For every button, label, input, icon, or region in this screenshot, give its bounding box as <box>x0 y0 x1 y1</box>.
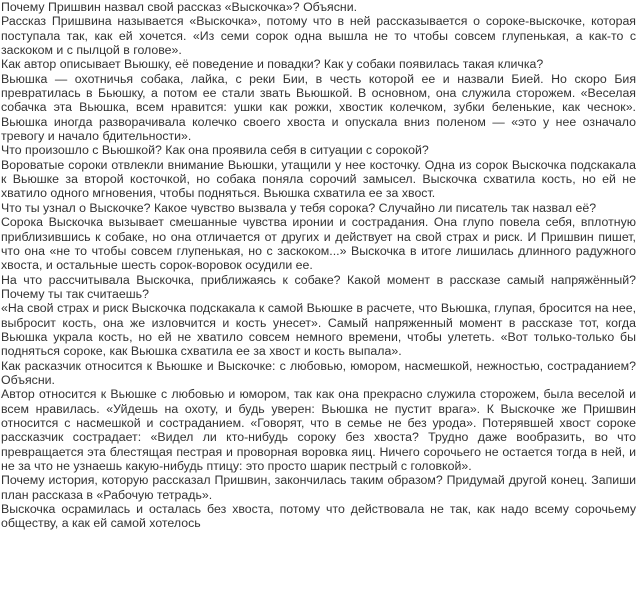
question-5: На что рассчитывала Выскочка, приближаясь к собаке? Какой момент в рассказе самый напряжённый? Почему ты так считаешь? <box>1 272 636 301</box>
answer-7: Выскочка осрамилась и осталась без хвоста, потому что действовала не так, как надо всему сорочьему обществу, а как ей самой хотелось <box>1 502 636 531</box>
answer-3: Вороватые сороки отвлекли внимание Вьюшки, утащили у нее косточку. Одна из сорок Выскочка подскакала к Вьюшке за второй косточкой, но собака поняла сорочий замысел. Выскочка схватила кость, но ей не хватило одного мгновения, чтобы подняться. Вьюшка схватила ее за хвост. <box>1 157 636 201</box>
answer-5: «На свой страх и риск Выскочка подскакала к самой Вьюшке в расчете, что Вьюшка, глупая, бросится на нее, выбросит кость, она же изловчится и кость унесет». Самый напряженный момент в рассказе тот, когда Вьюшка украла кость, но ей не хватило совсем немного времени, чтобы улететь. «Вот только-только бы подняться сороке, как Вьюшка схватила ее за хвост и кость выпала». <box>1 301 636 359</box>
answer-4: Сорока Выскочка вызывает смешанные чувства иронии и сострадания. Она глупо повела себя, вплотную приблизившись к собаке, но она отличается от других и действует на свой страх и риск. И Пришвин пишет, что она «не то чтобы совсем глупенькая, но с заскоком...» Выскочка в итоге лишилась длинного радужного хвоста, и остальные шесть сорок-воровок осудили ее. <box>1 215 636 273</box>
question-2: Как автор описывает Вьюшку, её поведение и повадки? Как у собаки появилась такая кличка? <box>1 57 544 72</box>
question-4: Что ты узнал о Выскочке? Какое чувство вызвала у тебя сорока? Случайно ли писатель так назвал её? <box>1 200 597 215</box>
answer-6: Автор относится к Вьюшке с любовью и юмором, так как она прекрасно служила сторожем, была веселой и всем нравилась. «Уйдешь на охоту, и будь уверен: Вьюшка не пустит врага». К Выскочке же Пришвин относится с насмешкой и состраданием. «Говорят, что в семье не без урода». Потерявшей хвост сороке рассказчик сострадает: «Видел ли кто-нибудь сороку без хвоста? Трудно даже вообразить, во что превращается эта блестящая пестрая и проворная воровка яиц. Ничего сорочьего не остается тогда в ней, и не за что не узнаешь какую-нибудь птицу: это просто шарик пестрый с головкой». <box>1 387 636 473</box>
question-1: Почему Пришвин назвал свой рассказ «Выскочка»? Объясни. <box>1 0 358 14</box>
question-7: Почему история, которую рассказал Пришвин, закончилась таким образом? Придумай другой конец. Запиши план рассказа в «Рабочую тетрадь». <box>1 473 636 502</box>
question-6: Как расказчик относится к Вьюшке и Выскочке: с любовью, юмором, насмешкой, нежностью, состраданием? Объясни. <box>1 358 636 387</box>
answer-1: Рассказ Пришвина называется «Выскочка», потому что в ней рассказывается о сороке-выскочке, которая поступала так, как ей хочется. «Из семи сорок одна вышла не то чтобы совсем глупенькая, а как-то с заскоком и с пылцой в голове». <box>1 14 636 58</box>
answer-2: Вьюшка — охотничья собака, лайка, с реки Бии, в честь которой ее и назвали Бией. Но скоро Бия превратилась в Бьюшку, а потом ее стали звать Вьюшкой. В основном, она служила сторожем. «Веселая собачка эта Вьюшка, всем нравится: ушки как рожки, хвостик колечком, зубки беленькие, как чеснок». Вьюшка иногда разворачивала колечко своего хвоста и опускала вниз поленом — «это у нее означало тревогу и начало бдительности». <box>1 71 636 144</box>
question-3: Что произошло с Вьюшкой? Как она проявила себя в ситуации с сорокой? <box>1 143 429 158</box>
